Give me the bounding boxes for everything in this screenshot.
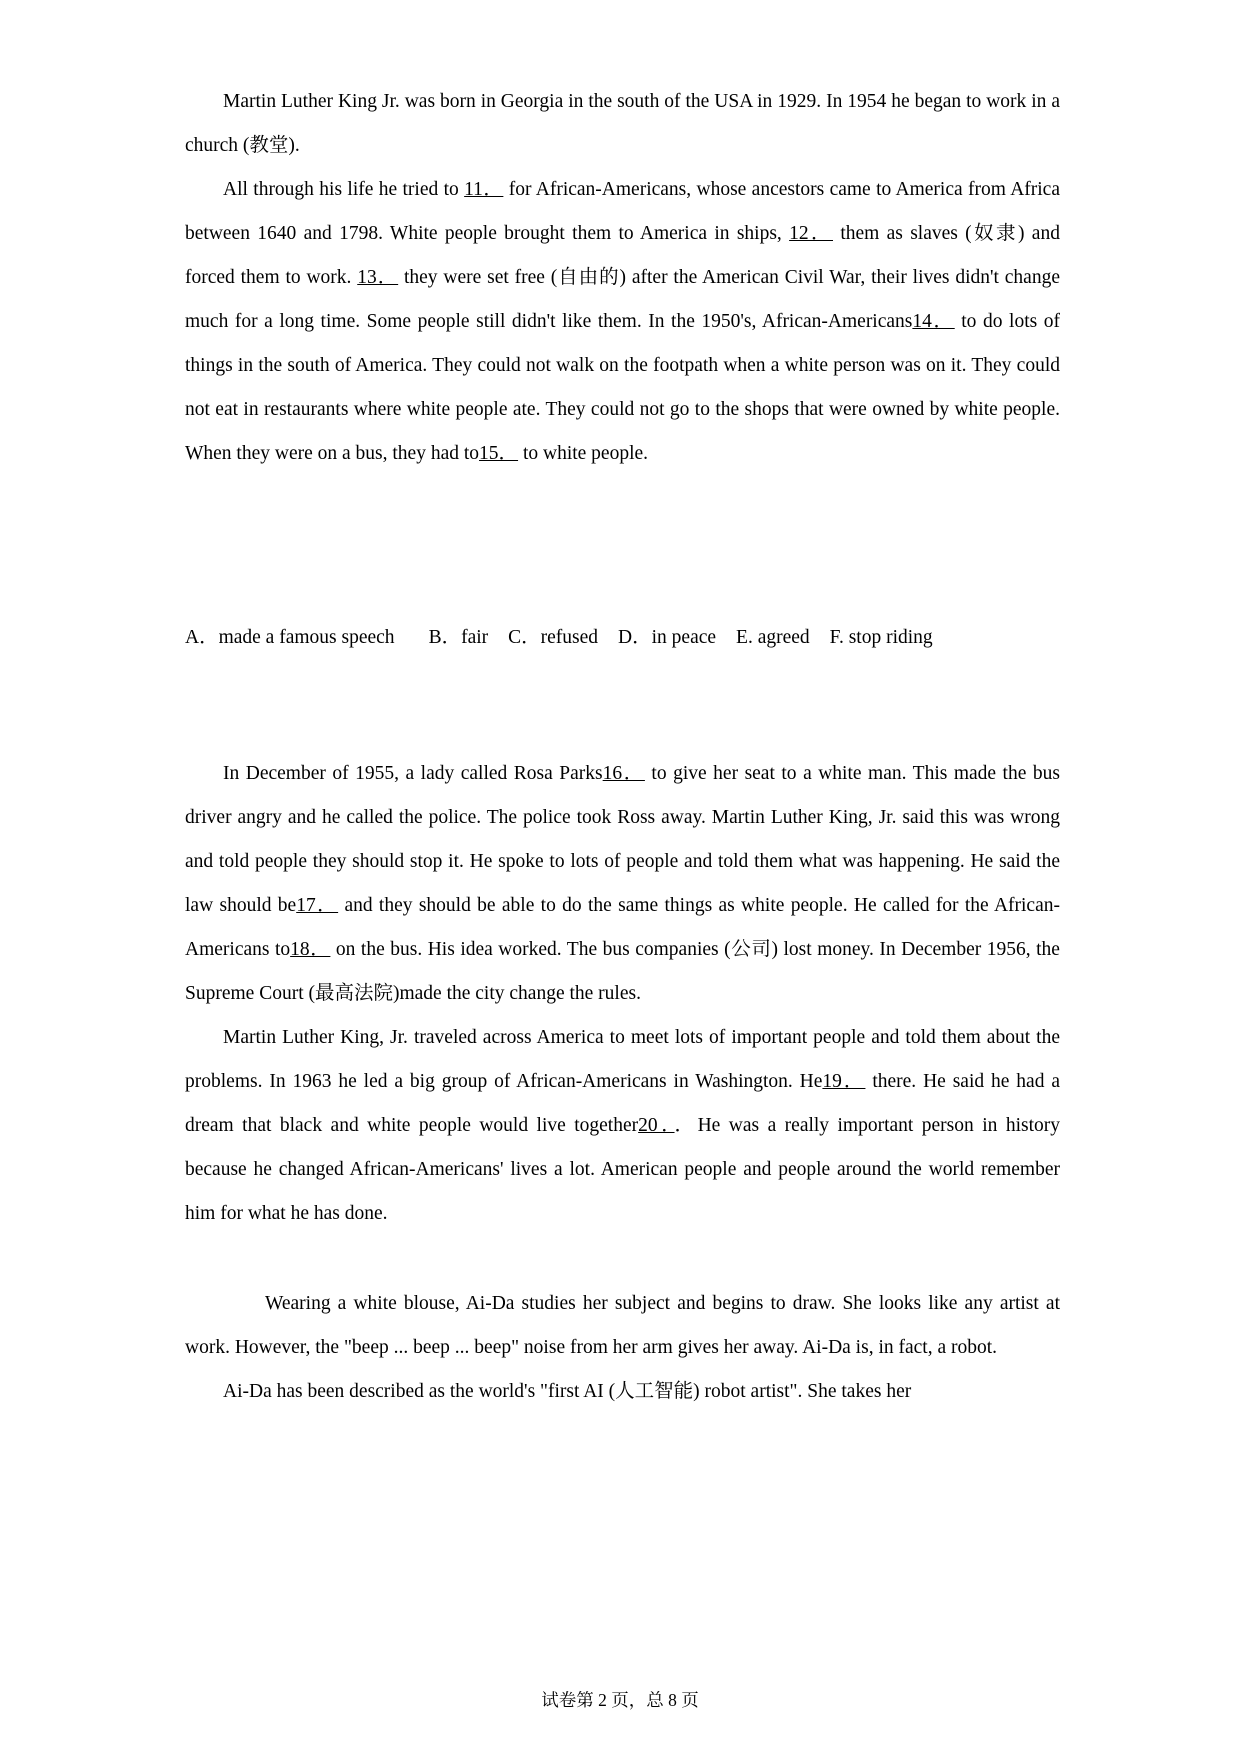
spacer-after-passage-one [185,476,1060,616]
paragraph-6-text: Ai-Da has been described as the world's "first AI (人工智能) robot artist". She takes her [223,1381,912,1402]
blank-15: 15． [479,443,519,464]
blank-12: 12． [789,223,833,244]
paragraph-5 [185,1282,1060,1370]
paragraph-3 [185,752,1060,1016]
paragraph-2-fragment-c: them as slaves (奴隶) and forced them to work. [185,223,1060,288]
option-a: A．made a famous speech [185,627,395,648]
options-line [185,616,1060,660]
paragraph-2 [185,168,1060,476]
option-f: F. stop riding [829,627,933,648]
option-d: D．in peace [618,627,717,648]
blank-19: 19． [822,1071,866,1092]
blank-17: 17． [296,895,339,916]
paragraph-4-fragment-a: Martin Luther King, Jr. traveled across America to meet lots of important people and told them about the problems. In 1963 he led a big group of African-Americans in Washington. He [185,1027,1060,1092]
paragraph-6 [185,1370,1060,1414]
paragraph-5-text: Wearing a white blouse, Ai-Da studies her subject and begins to draw. She looks like any artist at work. However, the "beep ... beep ... beep" noise from her arm gives her away. Ai-Da is, in fact, a robot. [185,1293,1060,1358]
blank-18: 18． [290,939,331,960]
paragraph-1-text: Martin Luther King Jr. was born in Georgia in the south of the USA in 1929. In 1954 he began to work in a church (教堂). [185,91,1060,156]
paragraph-3-fragment-b: to give her seat to a white man. This made the bus driver angry and he called the police. The police took Ross away. Martin Luther King, Jr. said this was wrong and told people they should stop it. He spoke to lots of people and told them what was happening. He said the law should be [185,763,1060,916]
page-footer: 试卷第 2 页，总 8 页 [541,1690,699,1710]
paragraph-4-fragment-c: ．He was a really important person in history because he changed African-Americans' lives a lot. American people and people around the world remember him for what he has done. [185,1115,1060,1224]
spacer-after-options [185,660,1060,752]
blank-20: 20． [638,1115,675,1136]
paragraph-2-fragment-e: to do lots of things in the south of America. They could not walk on the footpath when a white person was on it. They could not eat in restaurants where white people ate. They could not go to the shops that were owned by white people. When they were on a bus, they had to [185,311,1060,464]
paragraph-2-fragment-b: for African-Americans, whose ancestors came to America from Africa between 1640 and 1798. White people brought them to America in ships, [185,179,1060,244]
blank-13: 13． [357,267,399,288]
paragraph-4 [185,1016,1060,1236]
spacer-before-passage-two [185,1236,1060,1282]
paragraph-1 [185,80,1060,168]
option-c: C．refused [508,627,599,648]
blank-14: 14． [912,311,955,332]
option-b: B．fair [428,627,489,648]
paragraph-2-fragment-f: to white people. [518,443,649,464]
option-e: E. agreed [736,627,810,648]
paragraph-2-fragment-a: All through his life he tried to [223,179,465,200]
paragraph-3-fragment-d: on the bus. His idea worked. The bus companies (公司) lost money. In December 1956, the Supreme Court (最高法院)made the city change the rules. [185,939,1060,1004]
blank-11: 11． [464,179,504,200]
paragraph-2-fragment-d: they were set free (自由的) after the American Civil War, their lives didn't change much for a long time. Some people still didn't like them. In the 1950's, African-Americans [185,267,1060,332]
blank-16: 16． [602,763,645,784]
paragraph-3-fragment-c: and they should be able to do the same things as white people. He called for the African-Americans to [185,895,1060,960]
paragraph-4-fragment-b: there. He said he had a dream that black and white people would live together [185,1071,1060,1136]
paragraph-3-fragment-a: In December of 1955, a lady called Rosa Parks [223,763,603,784]
